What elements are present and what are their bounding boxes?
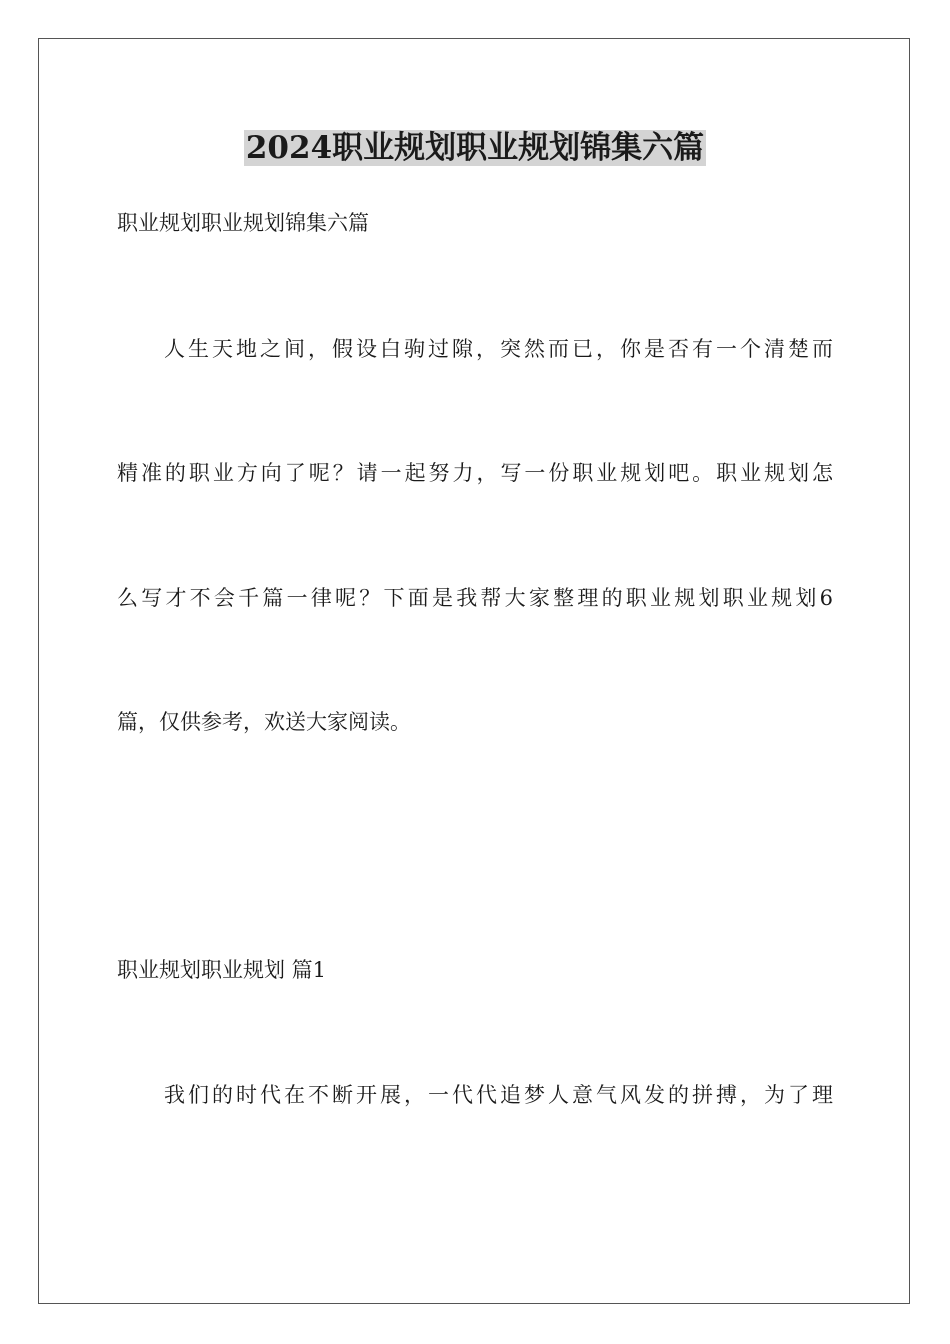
document-title-text: 2024职业规划职业规划锦集六篇	[245, 130, 705, 166]
intro-paragraph-line-3: 么写才不会千篇一律呢？下面是我帮大家整理的职业规划职业规划6	[117, 586, 833, 610]
section-heading: 职业规划职业规划 篇1	[117, 958, 327, 982]
intro-paragraph-line-1: 人生天地之间，假设白驹过隙，突然而已，你是否有一个清楚而	[164, 337, 833, 361]
document-title	[0, 128, 950, 168]
intro-paragraph-line-2: 精准的职业方向了呢？请一起努力，写一份职业规划吧。职业规划怎	[117, 461, 833, 485]
intro-paragraph-line-4: 篇，仅供参考，欢送大家阅读。	[117, 710, 411, 734]
document-subtitle: 职业规划职业规划锦集六篇	[117, 211, 369, 235]
section-paragraph-line-1: 我们的时代在不断开展，一代代追梦人意气风发的拼搏，为了理	[164, 1083, 833, 1107]
